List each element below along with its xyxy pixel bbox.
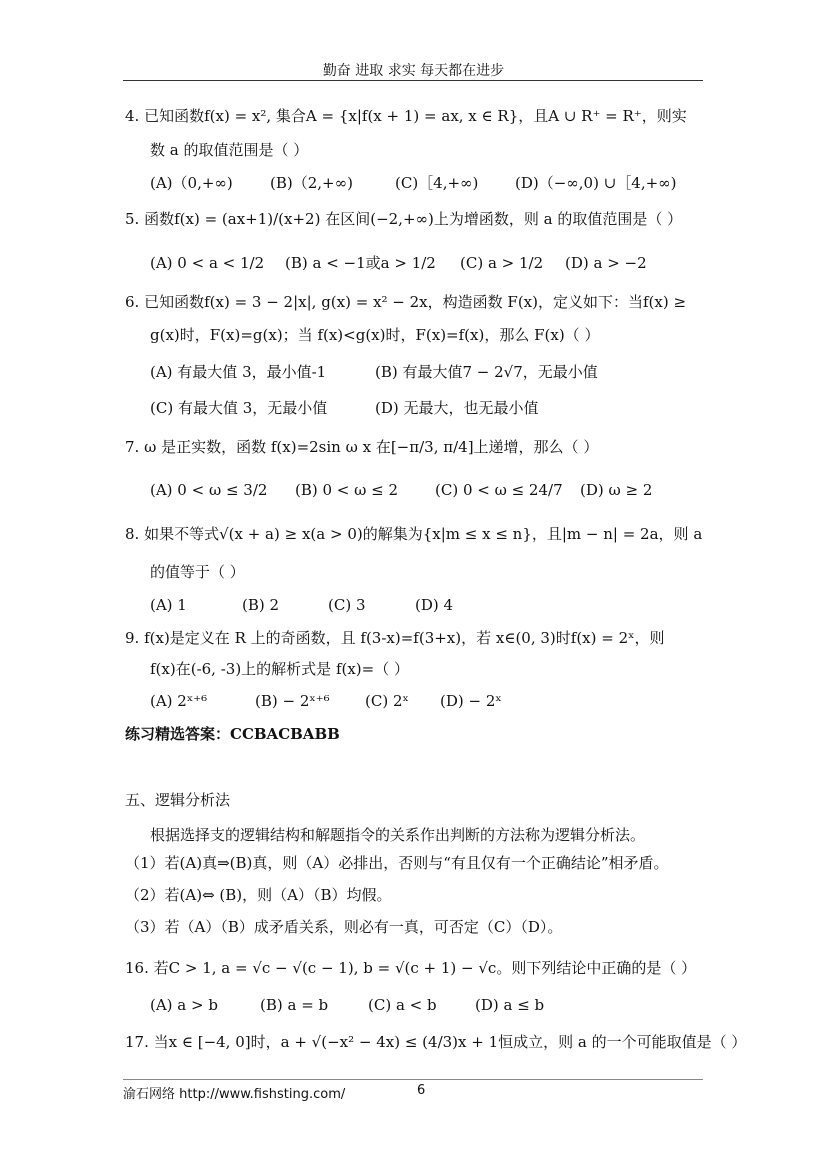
q8-option-a: (A) 1 xyxy=(150,596,187,614)
q16-line1: 16. 若C > 1, a = √c − √(c − 1), b = √(c + 1) − √c。则下列结论中正确的是（ ） xyxy=(125,959,697,977)
section-point-2: （2）若(A)⇔ (B)，则（A）（B）均假。 xyxy=(125,886,392,904)
q6-line1: 6. 已知函数f(x) = 3 − 2|x|, g(x) = x² − 2x，构造函数 F(x)，定义如下：当f(x) ≥ xyxy=(125,293,687,311)
page-header: 勤奋 进取 求实 每天都在进步 xyxy=(322,63,505,79)
q7-option-c: (C) 0 < ω ≤ 24/7 xyxy=(435,481,563,499)
section-point-3: （3）若（A）（B）成矛盾关系，则必有一真，可否定（C）（D）。 xyxy=(125,918,563,936)
q4-line1: 4. 已知函数f(x) = x², 集合A = {x|f(x + 1) = ax, x ∈ R}，且A ∪ R⁺ = R⁺，则实 xyxy=(125,107,687,125)
section-point-1: （1）若(A)真⇒(B)真，则（A）必排出，否则与“有且仅有一个正确结论”相矛盾。 xyxy=(125,854,669,872)
section-intro: 根据选择支的逻辑结构和解题指令的关系作出判断的方法称为逻辑分析法。 xyxy=(150,826,646,844)
q6-option-b: (B) 有最大值7 − 2√7，无最小值 xyxy=(375,363,598,381)
q7-option-b: (B) 0 < ω ≤ 2 xyxy=(295,481,399,499)
q5-option-a: (A) 0 < a < 1/2 xyxy=(150,254,265,272)
q16-option-d: (D) a ≤ b xyxy=(475,996,545,1014)
section-title: 五、逻辑分析法 xyxy=(125,791,231,809)
q9-option-d: (D) − 2ˣ xyxy=(440,692,502,710)
q4-option-d: (D)（−∞,0) ∪［4,+∞) xyxy=(515,174,677,192)
q8-option-d: (D) 4 xyxy=(415,596,454,614)
q16-option-c: (C) a < b xyxy=(368,996,437,1014)
q9-line1: 9. f(x)是定义在 R 上的奇函数，且 f(3-x)=f(3+x)，若 x∈(0, 3)时f(x) = 2ˣ，则 xyxy=(125,629,665,647)
q8-line2: 的值等于（ ） xyxy=(150,563,245,581)
q4-line2: 数 a 的取值范围是（ ） xyxy=(150,141,309,159)
q7-line1: 7. ω 是正实数，函数 f(x)=2sin ω x 在[−π/3, π/4]上递增，那么（ ） xyxy=(125,438,599,456)
page-number: 6 xyxy=(417,1083,426,1098)
q17-line1: 17. 当x ∈ [−4, 0]时，a + √(−x² − 4x) ≤ (4/3)x + 1恒成立，则 a 的一个可能取值是（ ） xyxy=(125,1033,747,1051)
q7-option-d: (D) ω ≥ 2 xyxy=(580,481,653,499)
q4-option-a: (A)（0,+∞) xyxy=(150,174,233,192)
q6-option-c: (C) 有最大值 3，无最小值 xyxy=(150,399,328,417)
q7-option-a: (A) 0 < ω ≤ 3/2 xyxy=(150,481,268,499)
q8-line1: 8. 如果不等式√(x + a) ≥ x(a > 0)的解集为{x|m ≤ x ≤ n}，且|m − n| = 2a，则 a xyxy=(125,525,703,543)
footer-divider xyxy=(123,1079,703,1080)
q5-option-c: (C) a > 1/2 xyxy=(460,254,544,272)
q6-option-d: (D) 无最大，也无最小值 xyxy=(375,399,539,417)
q9-option-b: (B) − 2ˣ⁺⁶ xyxy=(255,692,330,710)
q9-option-c: (C) 2ˣ xyxy=(365,692,409,710)
q4-option-c: (C)［4,+∞) xyxy=(395,174,479,192)
q5-option-b: (B) a < −1或a > 1/2 xyxy=(285,254,436,272)
q8-option-c: (C) 3 xyxy=(328,596,366,614)
header-divider xyxy=(123,80,703,81)
q4-option-b: (B)（2,+∞) xyxy=(270,174,353,192)
answer-key: 练习精选答案：CCBACBABB xyxy=(125,725,340,743)
q8-option-b: (B) 2 xyxy=(242,596,280,614)
q16-option-a: (A) a > b xyxy=(150,996,218,1014)
q6-line2: g(x)时，F(x)=g(x)；当 f(x)<g(x)时，F(x)=f(x)，那么 F(x)（ ） xyxy=(150,326,600,344)
q5-option-d: (D) a > −2 xyxy=(565,254,647,272)
q9-line2: f(x)在(-6, -3)上的解析式是 f(x)=（ ） xyxy=(150,660,409,678)
q5-line1: 5. 函数f(x) = (ax+1)/(x+2) 在区间(−2,+∞)上为增函数，则 a 的取值范围是（ ） xyxy=(125,210,683,228)
footer-site: 渝石网络 http://www.fishsting.com/ xyxy=(123,1087,346,1102)
q9-option-a: (A) 2ˣ⁺⁶ xyxy=(150,692,208,710)
q6-option-a: (A) 有最大值 3，最小值-1 xyxy=(150,363,327,381)
q16-option-b: (B) a = b xyxy=(260,996,329,1014)
